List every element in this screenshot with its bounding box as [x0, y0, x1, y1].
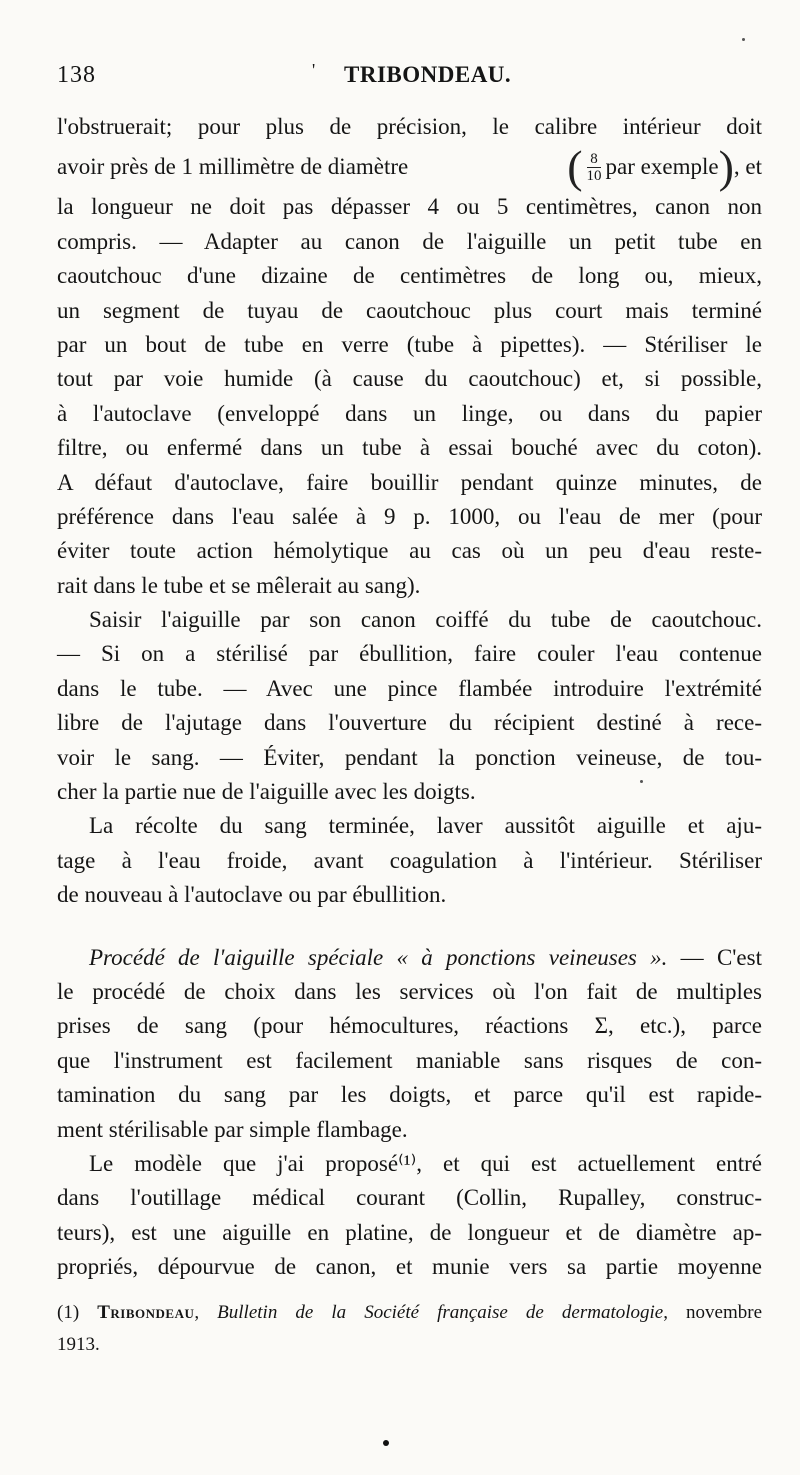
page-header: [57, 62, 762, 96]
text-line: libre de l'ajutage dans l'ouverture du récipient destiné à rece-: [57, 710, 762, 736]
text-line: de nouveau à l'autoclave ou par ébullition.: [57, 882, 447, 908]
paper-speck: [640, 780, 643, 783]
text-line: par un bout de tube en verre (tube à pipettes). — Stériliser le: [57, 331, 762, 357]
paper-speck: [742, 38, 745, 41]
text-line: caoutchouc d'une dizaine de centimètres de long ou, mieux,: [57, 263, 762, 289]
page-number: 138: [57, 62, 96, 88]
text-line: éviter toute action hémolytique au cas où un peu d'eau reste-: [57, 538, 762, 564]
section-lead-rest: — C'est: [667, 944, 762, 970]
fraction-denominator: 10: [586, 167, 602, 184]
section-lead-italic: Procédé de l'aiguille spéciale « à ponctions veineuses ».: [89, 944, 668, 970]
text-line: dans l'outillage médical courant (Collin, Rupalley, construc-: [57, 1185, 762, 1211]
text-line: propriés, dépourvue de canon, et munie vers sa partie moyenne: [57, 1254, 762, 1280]
text-line: ment stérilisable par simple flambage.: [57, 1116, 408, 1142]
footnote-date: , novembre: [663, 1302, 762, 1323]
text-line-with-fraction: [57, 141, 762, 193]
text-line: Le modèle que j'ai proposé⁽¹⁾, et qui est actuellement entré: [89, 1150, 762, 1176]
footnote-line: 1913.: [57, 1334, 100, 1355]
text-line: tout par voie humide (à cause du caoutchouc) et, si possible,: [57, 366, 762, 392]
fraction-line-lead: avoir près de 1 millimètre de diamètre: [57, 154, 409, 180]
fraction-line-tail: , et: [733, 154, 762, 180]
text-line: A défaut d'autoclave, faire bouillir pendant quinze minutes, de: [57, 469, 762, 495]
footnote: [57, 1297, 762, 1361]
text-line: compris. — Adapter au canon de l'aiguille un petit tube en: [57, 228, 762, 254]
text-line: que l'instrument est facilement maniable sans risques de con-: [57, 1047, 762, 1073]
text-line: prises de sang (pour hémocultures, réactions Σ, etc.), parce: [57, 1013, 762, 1039]
header-tick-mark: ': [312, 60, 316, 80]
text-line: cher la partie nue de l'aiguille avec les doigts.: [57, 779, 476, 805]
text-line: tamination du sang par les doigts, et parce qu'il est rapide-: [57, 1082, 762, 1108]
text-line: La récolte du sang terminée, laver aussitôt aiguille et aju-: [89, 813, 762, 839]
footnote-marker: (1): [57, 1302, 80, 1323]
text-line: — Si on a stérilisé par ébullition, faire couler l'eau contenue: [57, 641, 762, 667]
section-lead-line: [57, 941, 762, 975]
text-line: à l'autoclave (enveloppé dans un linge, ou dans du papier: [57, 400, 762, 426]
printer-dot-mark: [383, 1440, 389, 1446]
left-paren: (: [567, 141, 583, 193]
text-line: tage à l'eau froide, avant coagulation à l'intérieur. Stériliser: [57, 847, 762, 873]
text-line: Saisir l'aiguille par son canon coiffé du tube de caoutchouc.: [89, 607, 762, 633]
right-paren: ): [718, 141, 734, 193]
text-line: voir le sang. — Éviter, pendant la ponction veineuse, de tou-: [57, 744, 762, 770]
text-line: préférence dans l'eau salée à 9 p. 1000, ou l'eau de mer (pour: [57, 503, 762, 529]
text-line: un segment de tuyau de caoutchouc plus court mais terminé: [57, 297, 762, 323]
text-line: l'obstruerait; pour plus de précision, le calibre intérieur doit: [57, 114, 762, 139]
footnote-journal: Bulletin de la Société française de dermatologie: [217, 1302, 664, 1323]
text-line: le procédé de choix dans les services où l'on fait de multiples: [57, 978, 762, 1004]
text-line: la longueur ne doit pas dépasser 4 ou 5 centimètres, canon non: [57, 194, 762, 220]
footnote-author: Tribondeau: [97, 1302, 195, 1323]
text-line: dans le tube. — Avec une pince flambée introduire l'extrémité: [57, 675, 762, 701]
running-head: TRIBONDEAU.: [344, 62, 512, 87]
fraction-numerator: 8: [590, 150, 598, 167]
fraction-expression: [567, 141, 762, 193]
text-line: rait dans le tube et se mêlerait au sang).: [57, 572, 421, 598]
body-text: [57, 110, 762, 1285]
paragraph-gap: [57, 913, 762, 941]
text-line: filtre, ou enfermé dans un tube à essai bouché avec du coton).: [57, 435, 762, 461]
fraction-inside-text: par exemple: [605, 154, 719, 180]
fraction: [587, 151, 602, 184]
footnote-line: (1) Tribondeau, Bulletin de la Société française de dermatologie, novembre: [57, 1302, 762, 1323]
text-line: teurs), est une aiguille en platine, de longueur et de diamètre ap-: [57, 1219, 762, 1245]
